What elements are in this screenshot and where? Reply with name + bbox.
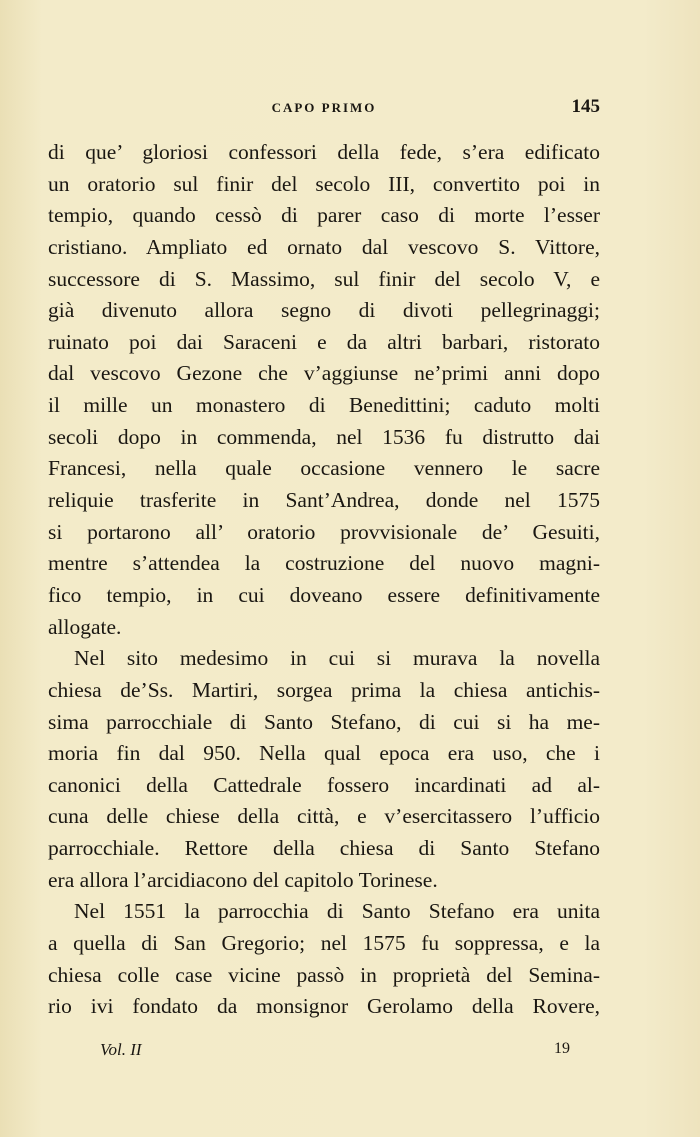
body-text bbox=[48, 137, 600, 1023]
text-line: moria fin dal 950. Nella qual epoca era uso, che i bbox=[48, 741, 600, 766]
text-line: Nel 1551 la parrocchia di Santo Stefano era unita bbox=[74, 899, 600, 924]
text-line: chiesa colle case vicine passò in proprietà del Semina- bbox=[48, 962, 600, 987]
text-line: fico tempio, in cui doveano essere definitivamente bbox=[48, 582, 600, 607]
text-line: un oratorio sul finir del secolo III, convertito poi in bbox=[48, 171, 600, 196]
text-line: già divenuto allora segno di divoti pellegrinaggi; bbox=[48, 298, 600, 323]
running-header bbox=[48, 96, 600, 122]
text-line: Francesi, nella quale occasione vennero le sacre bbox=[48, 456, 600, 481]
running-title: CAPO PRIMO bbox=[271, 100, 377, 115]
text-line: era allora l’arcidiacono del capitolo Torinese. bbox=[48, 867, 438, 892]
text-line: secoli dopo in commenda, nel 1536 fu distrutto dai bbox=[48, 424, 600, 449]
page-footer bbox=[100, 1040, 570, 1066]
text-line: cuna delle chiese della città, e v’esercitassero l’ufficio bbox=[48, 804, 600, 829]
text-line: reliquie trasferite in Sant’Andrea, donde nel 1575 bbox=[48, 488, 600, 513]
text-line: rio ivi fondato da monsignor Gerolamo della Rovere, bbox=[48, 994, 600, 1019]
text-line: sima parrocchiale di Santo Stefano, di cui si ha me- bbox=[48, 709, 600, 734]
text-line: cristiano. Ampliato ed ornato dal vescovo S. Vittore, bbox=[48, 234, 600, 259]
text-line: Nel sito medesimo in cui si murava la novella bbox=[74, 646, 600, 671]
text-line: canonici della Cattedrale fossero incardinati ad al- bbox=[48, 772, 600, 797]
text-line: il mille un monastero di Benedittini; caduto molti bbox=[48, 393, 600, 418]
text-line: chiesa de’Ss. Martiri, sorgea prima la chiesa antichis- bbox=[48, 677, 600, 702]
signature-mark: 19 bbox=[554, 1040, 570, 1057]
text-line: ruinato poi dai Saraceni e da altri barbari, ristorato bbox=[48, 329, 600, 354]
volume-label: Vol. II bbox=[100, 1040, 142, 1059]
text-line: mentre s’attendea la costruzione del nuovo magni- bbox=[48, 551, 600, 576]
text-line: di que’ gloriosi confessori della fede, s’era edificato bbox=[48, 140, 600, 164]
text-line: successore di S. Massimo, sul finir del secolo V, e bbox=[48, 266, 600, 291]
page-number: 145 bbox=[571, 96, 600, 117]
text-line: dal vescovo Gezone che v’aggiunse ne’primi anni dopo bbox=[48, 361, 600, 386]
text-line: si portarono all’ oratorio provvisionale de’ Gesuiti, bbox=[48, 519, 600, 544]
text-line: a quella di San Gregorio; nel 1575 fu soppressa, e la bbox=[48, 931, 600, 956]
text-line: tempio, quando cessò di parer caso di morte l’esser bbox=[48, 203, 600, 228]
text-line: allogate. bbox=[48, 614, 122, 639]
text-line: parrocchiale. Rettore della chiesa di Santo Stefano bbox=[48, 836, 600, 861]
